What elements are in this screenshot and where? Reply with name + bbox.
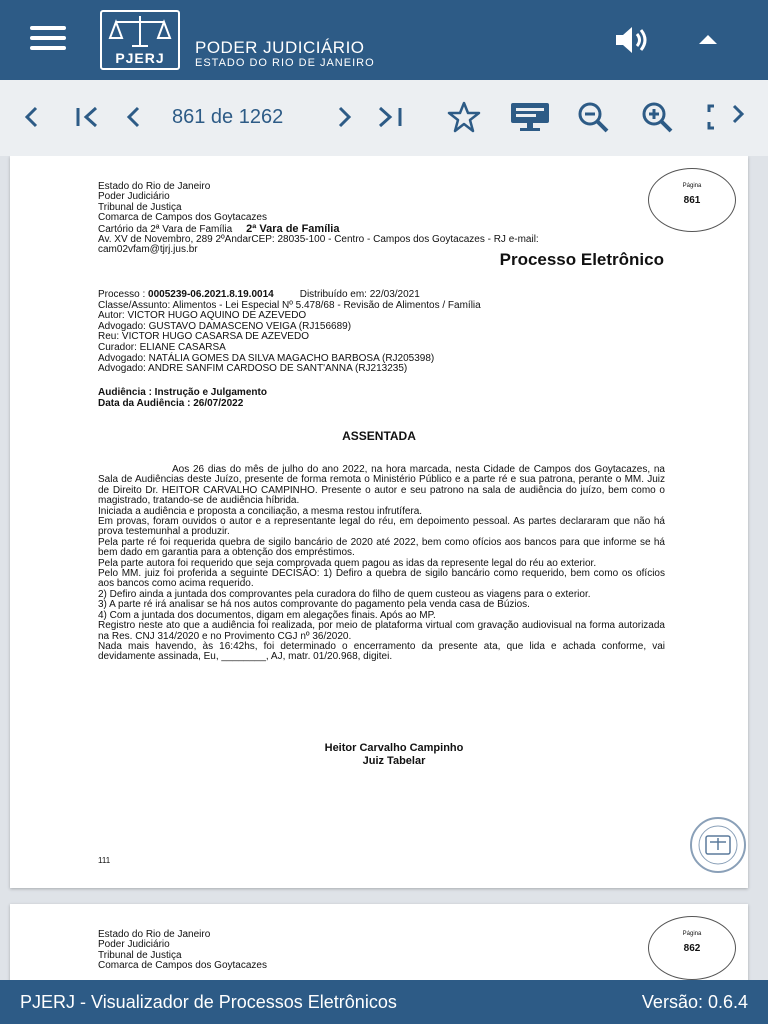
page-stamp <box>648 916 736 980</box>
paragraph: Pela parte autora foi requerido que seja comprovada quem pagou as idas da represente legal do réu ao exterior. <box>98 557 597 569</box>
court-header <box>98 182 539 256</box>
pjerj-logo <box>100 10 180 70</box>
section-heading: ASSENTADA <box>342 429 416 443</box>
meta-line: Reu: VICTOR HUGO CASARSA DE AZEVEDO <box>98 331 309 343</box>
header-line: Poder Judiciário <box>98 939 170 951</box>
meta-line: Advogado: GUSTAVO DAMASCENO VEIGA (RJ156689) <box>98 320 352 332</box>
status-bar <box>0 980 768 1024</box>
header-line: Estado do Rio de Janeiro <box>98 929 211 940</box>
paragraph: 2) Defiro ainda a juntada dos comprovantes pela curadora do filho de quem custeou as viagens para o exterior. <box>98 588 591 600</box>
page-indicator[interactable]: 861 de 1262 <box>172 106 284 128</box>
stamp-label: Página <box>682 931 702 937</box>
email: cam02vfam@tjrj.jus.br <box>98 244 198 256</box>
paragraph: Nada mais havendo, às 16:42hs, foi determinado o encerramento da presente ata, que lida e achada conforme, vai devidamente assinada, Eu, ________, AJ, matr. 01/20.968, digitei. <box>98 640 665 663</box>
document-viewer[interactable] <box>0 156 768 980</box>
footer-number: 111 <box>98 856 111 865</box>
meta-line: Advogado: NATÁLIA GOMES DA SILVA MAGACHO BARBOSA (RJ205398) <box>98 352 435 364</box>
zoom-in-icon[interactable] <box>640 102 676 132</box>
header-line: Comarca de Campos dos Goytacazes <box>98 212 267 224</box>
header-line: Tribunal de Justiça <box>98 201 182 213</box>
zoom-out-icon[interactable] <box>576 102 612 132</box>
header-line: Comarca de Campos dos Goytacazes <box>98 960 267 972</box>
stamp-number: 861 <box>683 195 701 206</box>
paragraph: 3) A parte ré irá analisar se há nos autos comprovante do pagamento pela venda casa de Búzios. <box>98 599 530 611</box>
header-line: Poder Judiciário <box>98 191 170 203</box>
app-version: Versão: 0.6.4 <box>641 992 748 1012</box>
signer-name: Heitor Carvalho Campinho <box>324 742 464 754</box>
monitor-icon[interactable] <box>508 102 552 132</box>
first-page-icon[interactable] <box>74 102 102 132</box>
stamp-label: Página <box>682 183 702 189</box>
viewer-toolbar <box>0 80 768 156</box>
hearing-info <box>98 387 267 409</box>
app-header <box>0 0 768 80</box>
paragraph: Aos 26 dias do mês de julho do ano 2022, na hora marcada, nesta Cidade de Campos dos Goytacazes, na Sala de Audiências deste Juízo, presente de forma remota o Ministério Público e a parte ré e sua patrona, perante o MM. Juiz de Direito Dr. HEITOR CARVALHO CAMPINHO. Presente o autor e seu patrono na sala de audiência do juízo, bem como o magistrado, tratando-se de audiência híbrida. <box>98 464 665 507</box>
chevron-left-icon[interactable] <box>20 102 44 132</box>
app-name: PJERJ - Visualizador de Processos Eletrônicos <box>20 992 397 1012</box>
court-header <box>98 930 267 972</box>
menu-icon[interactable] <box>30 26 70 54</box>
minutes-body <box>98 465 665 663</box>
document-page <box>10 904 748 980</box>
page-stamp <box>648 168 736 232</box>
processo-number: 0005239-06.2021.8.19.0014 <box>148 289 274 300</box>
signature-block <box>10 742 748 768</box>
cartorio: Cartório da 2ª Vara de Família <box>98 223 233 235</box>
meta-line: Curador: ELIANE CASARSA <box>98 341 226 353</box>
brand-title: PODER JUDICIÁRIO <box>195 38 365 57</box>
paragraph: Iniciada a audiência e proposta a conciliação, a mesma restou infrutífera. <box>98 505 423 517</box>
next-page-icon[interactable] <box>332 102 356 132</box>
fullscreen-icon[interactable] <box>704 102 748 132</box>
document-title: Processo Eletrônico <box>499 250 664 269</box>
paragraph: Pela parte ré foi requerida quebra de sigilo bancário de 2020 até 2022, bem como ofícios aos bancos para que informe se há bem dado em garantia para a obtenção dos empréstimos. <box>98 536 665 559</box>
stamp-number: 862 <box>683 943 701 954</box>
header-line: Estado do Rio de Janeiro <box>98 181 211 192</box>
signer-role: Juiz Tabelar <box>362 755 426 767</box>
meta-line: Advogado: ANDRE SANFIM CARDOSO DE SANT'ANNA (RJ213235) <box>98 363 408 375</box>
logo-text: PJERJ <box>115 50 165 66</box>
process-metadata <box>98 290 481 375</box>
caret-up-icon[interactable] <box>696 30 720 50</box>
last-page-icon[interactable] <box>376 102 404 132</box>
header-line: Tribunal de Justiça <box>98 949 182 961</box>
document-page <box>10 156 748 888</box>
hearing-date: Data da Audiência : 26/07/2022 <box>98 398 244 409</box>
vara: 2ª Vara de Família <box>246 222 340 235</box>
distribuido: Distribuído em: 22/03/2021 <box>299 289 420 300</box>
hearing-type: Audiência : Instrução e Julgamento <box>98 387 267 398</box>
speaker-icon[interactable] <box>612 24 652 56</box>
paragraph: 4) Com a juntada dos documentos, digam em alegações finais. Após ao MP. <box>98 609 436 621</box>
brand-subtitle: ESTADO DO RIO DE JANEIRO <box>195 57 375 69</box>
star-icon[interactable] <box>446 102 482 132</box>
meta-line: Classe/Assunto: Alimentos - Lei Especial Nº 5.478/68 - Revisão de Alimentos / Família <box>98 299 481 311</box>
prev-page-icon[interactable] <box>122 102 146 132</box>
paragraph: Em provas, foram ouvidos o autor e a representante legal do réu, em depoimento pessoal. As partes declararam que não há prova testemunhal a produzir. <box>98 516 665 538</box>
processo-label: Processo : <box>98 289 149 300</box>
paragraph: Registro neste ato que a audiência foi realizada, por meio de plataforma virtual com gravação audiovisual na forma autorizada na Res. CNJ 314/2020 e no Provimento CGJ nº 36/2020. <box>98 620 665 642</box>
meta-line: Autor: VICTOR HUGO AQUINO DE AZEVEDO <box>98 310 307 322</box>
digital-signature-seal-icon <box>686 816 750 874</box>
paragraph: Pelo MM. juiz foi proferida a seguinte DECISÃO: 1) Defiro a quebra de sigilo bancário como requerido, bem como os ofícios aos bancos como acima requerido. <box>98 568 665 590</box>
address: Av. XV de Novembro, 289 2ºAndarCEP: 28035-100 - Centro - Campos dos Goytacazes - RJ e-mail: <box>98 234 539 246</box>
